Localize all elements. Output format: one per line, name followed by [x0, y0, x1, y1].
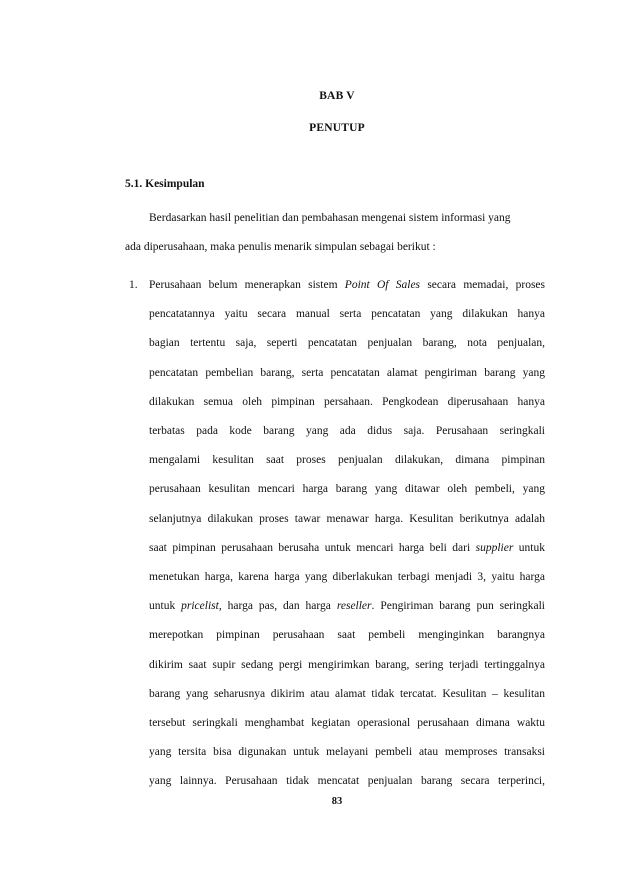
list-line	[149, 658, 545, 672]
italic-term: Point Of Sales	[344, 279, 421, 291]
intro-line-1: Berdasarkan hasil penelitian dan pembahasan mengenai sistem informasi yang	[149, 212, 511, 224]
list-line	[149, 512, 545, 526]
text-run: saat pimpinan perusahaan berusaha untuk mencari harga beli dari	[149, 542, 476, 554]
list-line	[149, 424, 545, 438]
text-run: merepotkan pimpinan perusahaan saat pembeli menginginkan barangnya	[149, 629, 545, 641]
text-run: untuk	[513, 542, 545, 554]
list-line	[149, 307, 545, 321]
intro-line-2: ada diperusahaan, maka penulis menarik simpulan sebagai berikut :	[125, 241, 436, 253]
text-run: untuk	[149, 600, 182, 612]
list-line	[149, 336, 545, 350]
text-run: dikirim saat supir sedang pergi mengirimkan barang, sering terjadi tertinggalnya	[149, 659, 545, 671]
list-line	[149, 774, 545, 788]
list-line	[149, 628, 545, 642]
list-line	[149, 599, 545, 613]
chapter-label: BAB V	[319, 90, 355, 102]
text-run: bagian tertentu saja, seperti pencatatan penjualan barang, nota penjualan,	[149, 337, 545, 349]
chapter-title: PENUTUP	[309, 122, 365, 134]
list-line	[149, 395, 545, 409]
italic-term: pricelist	[181, 600, 219, 612]
list-line	[149, 570, 545, 584]
list-line	[149, 366, 545, 380]
list-marker: 1.	[129, 279, 138, 291]
section-title: 5.1. Kesimpulan	[125, 178, 205, 190]
text-run: dilakukan semua oleh pimpinan persahaan. Pengkodean diperusahaan hanya	[149, 396, 545, 408]
italic-term: supplier	[475, 542, 514, 554]
text-run: , harga pas, dan harga	[218, 600, 337, 612]
text-run: menetukan harga, karena harga yang diberlakukan terbagi menjadi 3, yaitu harga	[149, 571, 545, 583]
list-line	[149, 687, 545, 701]
text-run: tersebut seringkali menghambat kegiatan operasional perusahaan dimana waktu	[149, 717, 545, 729]
text-run: Perusahaan belum menerapkan sistem	[149, 279, 345, 291]
list-line	[149, 482, 545, 496]
text-run: mengalami kesulitan saat proses penjualan dilakukan, dimana pimpinan	[149, 454, 545, 466]
list-line	[149, 745, 545, 759]
text-run: pencatatannya yaitu secara manual serta pencatatan yang dilakukan hanya	[149, 308, 545, 320]
page-number: 83	[331, 796, 343, 807]
text-run: . Pengiriman barang pun seringkali	[371, 600, 545, 612]
text-run: terbatas pada kode barang yang ada didus saja. Perusahaan seringkali	[149, 425, 545, 437]
list-line	[149, 278, 545, 292]
text-run: pencatatan pembelian barang, serta pencatatan alamat pengiriman barang yang	[149, 367, 545, 379]
list-line	[149, 453, 545, 467]
text-run: secara memadai, proses	[420, 279, 545, 291]
text-run: yang lainnya. Perusahaan tidak mencatat penjualan barang secara terperinci,	[149, 775, 545, 787]
list-line	[149, 716, 545, 730]
list-line	[149, 541, 545, 555]
italic-term: reseller	[336, 600, 372, 612]
text-run: selanjutnya dilakukan proses tawar menawar harga. Kesulitan berikutnya adalah	[149, 513, 545, 525]
text-run: perusahaan kesulitan mencari harga barang yang ditawar oleh pembeli, yang	[149, 483, 545, 495]
text-run: barang yang seharusnya dikirim atau alamat tidak tercatat. Kesulitan – kesulitan	[149, 688, 545, 700]
text-run: yang tersita bisa digunakan untuk melayani pembeli atau memproses transaksi	[149, 746, 545, 758]
